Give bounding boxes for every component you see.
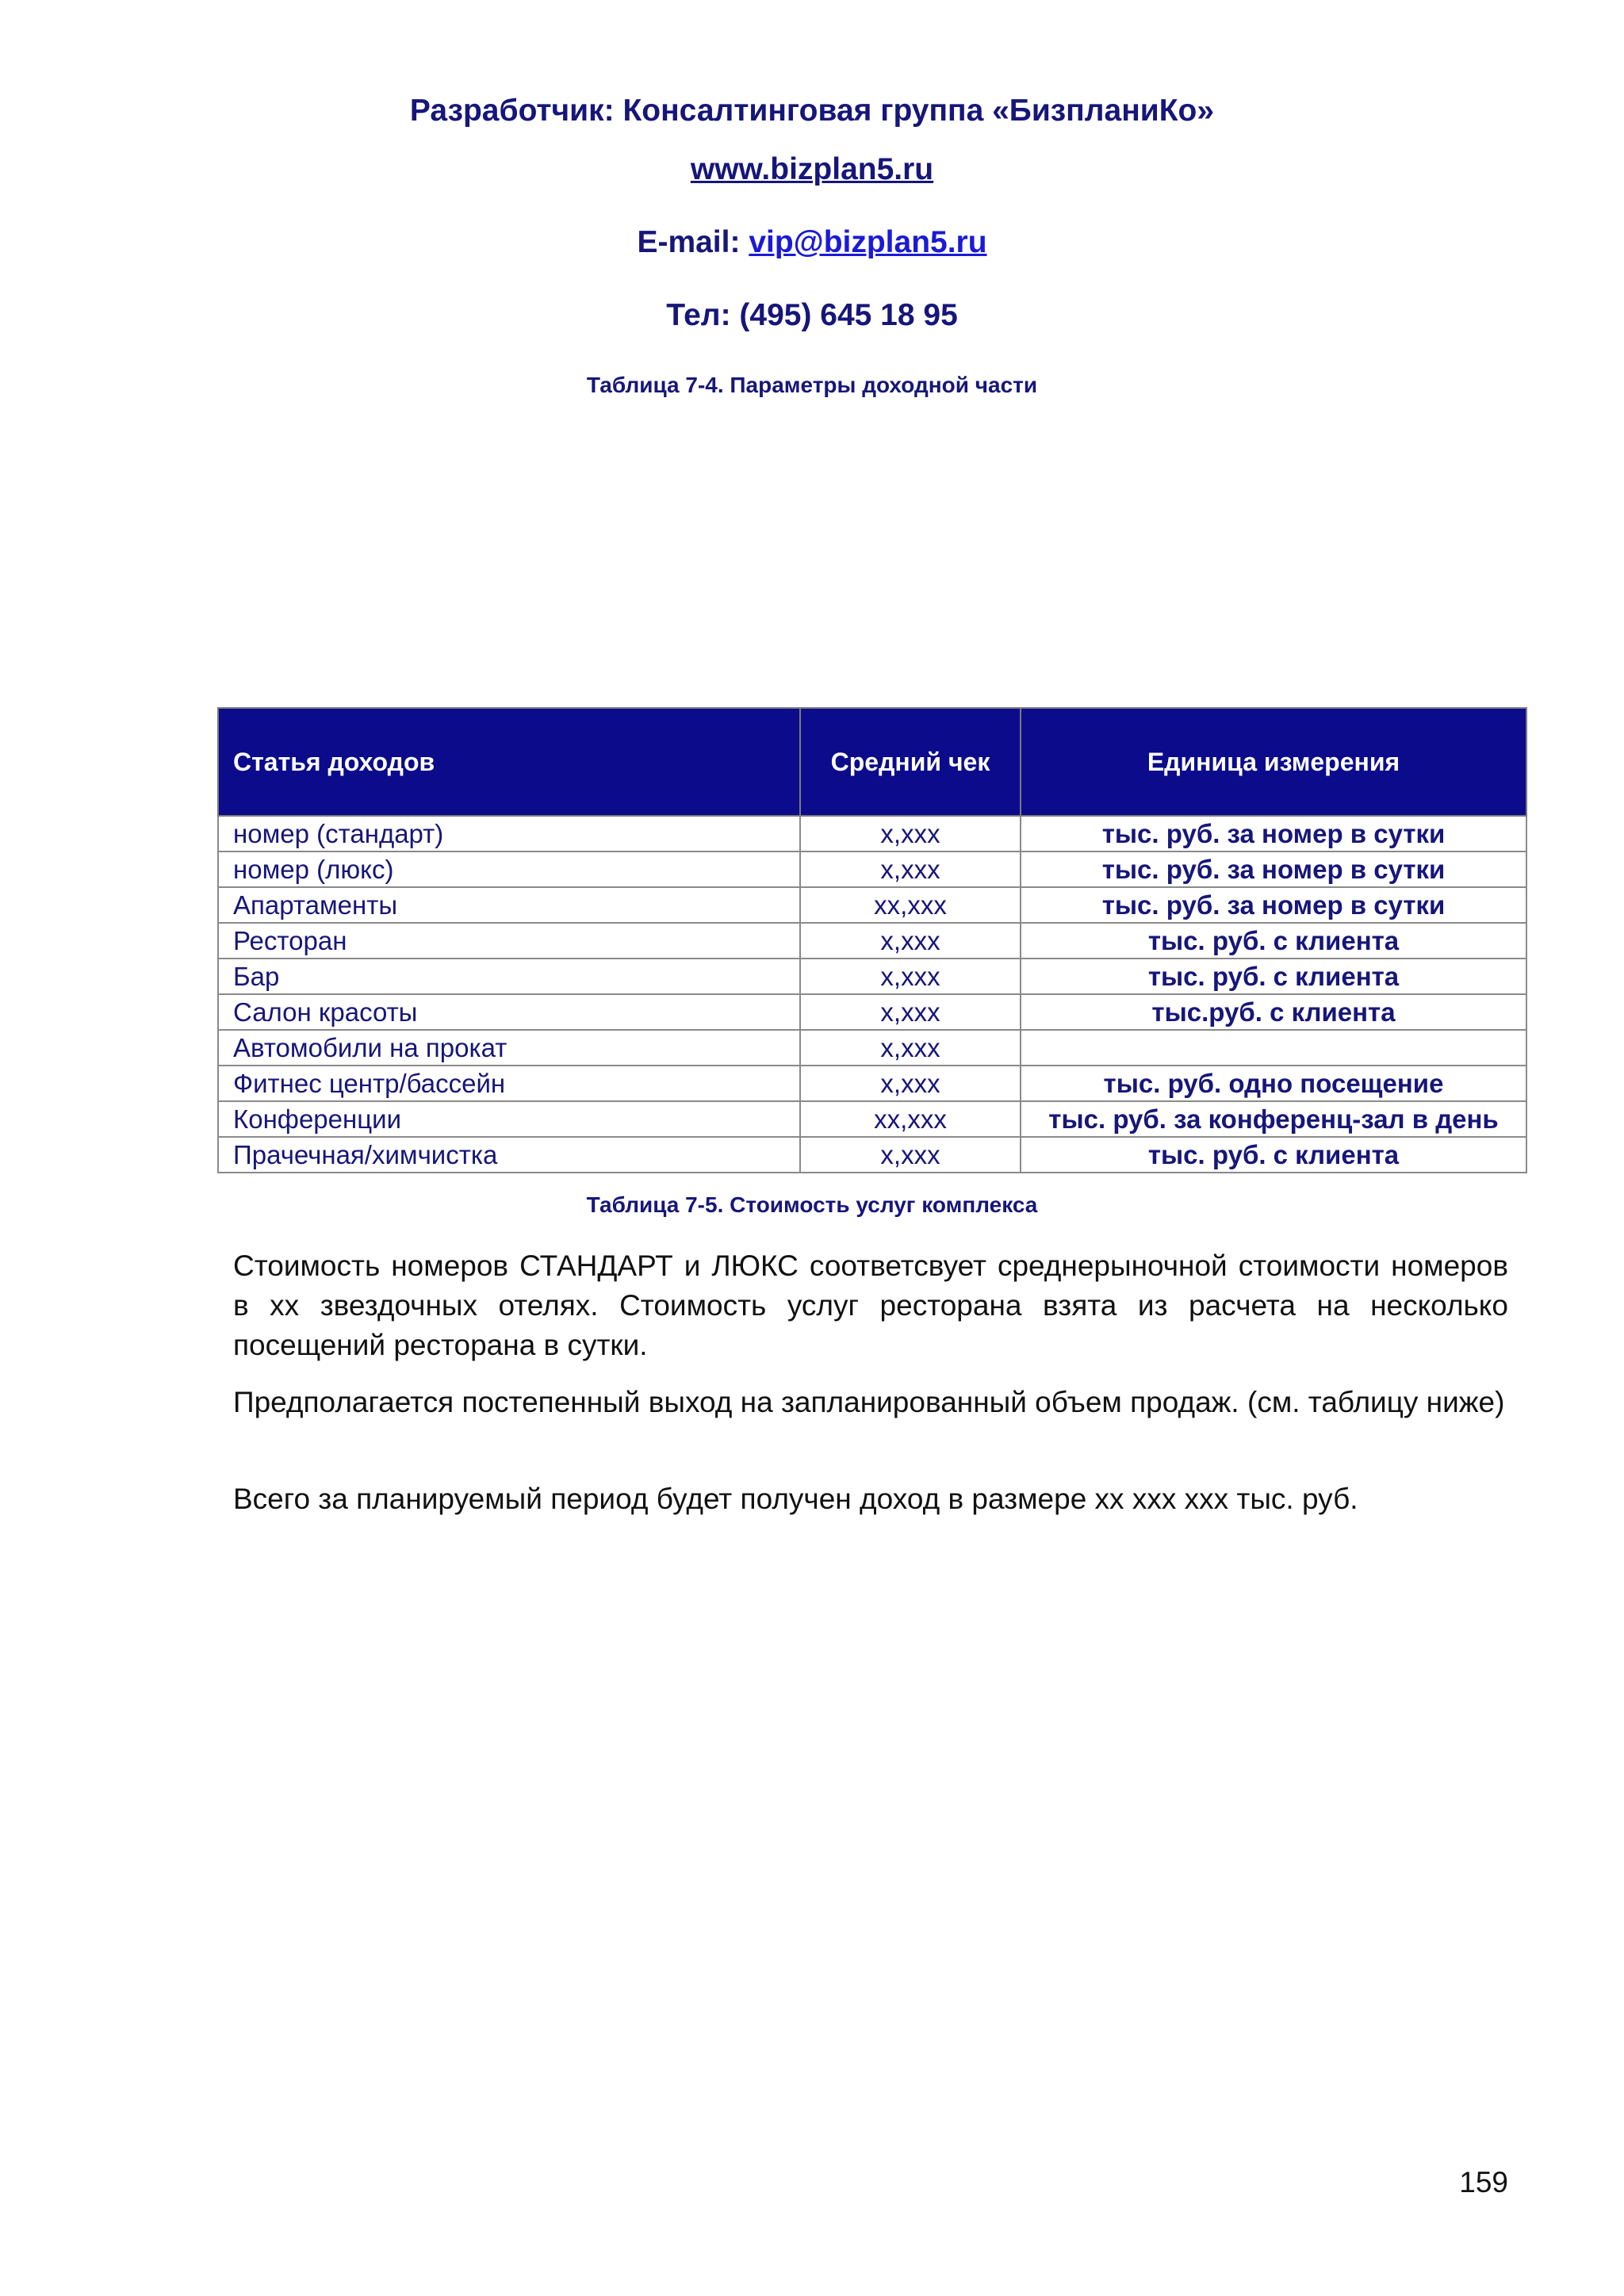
cell-item: Ресторан bbox=[218, 923, 800, 959]
cell-item: номер (стандарт) bbox=[218, 816, 800, 851]
paragraph-sales-ramp: Предполагается постепенный выход на запланированный объем продаж. (см. таблицу ниже) bbox=[233, 1386, 1505, 1418]
cell-unit: тыс. руб. с клиента bbox=[1021, 959, 1526, 994]
cell-unit bbox=[1021, 1030, 1526, 1066]
table-row bbox=[218, 816, 1526, 851]
cell-check: х,ххх bbox=[800, 1066, 1021, 1101]
cell-unit: тыс. руб. с клиента bbox=[1021, 1137, 1526, 1173]
cell-unit: тыс.руб. с клиента bbox=[1021, 994, 1526, 1030]
table-header-row bbox=[218, 708, 1526, 816]
cell-unit: тыс. руб. одно посещение bbox=[1021, 1066, 1526, 1101]
cell-check: хх,ххх bbox=[800, 887, 1021, 923]
paragraph-room-pricing: Стоимость номеров СТАНДАРТ и ЛЮКС соответсвует среднерыночной стоимости номеров в хх звездочных отелях. Стоимость услуг ресторана взята из расчета на несколько посещений ресторана в сутки. bbox=[233, 1249, 1508, 1361]
table-row bbox=[218, 1066, 1526, 1101]
email-label: E-mail: bbox=[637, 225, 749, 259]
cell-check: х,ххх bbox=[800, 1137, 1021, 1173]
column-header-check: Средний чек bbox=[800, 708, 1021, 816]
table-row bbox=[218, 851, 1526, 887]
cell-check: х,ххх bbox=[800, 1030, 1021, 1066]
paragraph-total-revenue: Всего за планируемый период будет получен доход в размере хх ххх ххх тыс. руб. bbox=[233, 1483, 1358, 1515]
table-row bbox=[218, 994, 1526, 1030]
cell-unit: тыс. руб. за номер в сутки bbox=[1021, 816, 1526, 851]
column-header-item: Статья доходов bbox=[218, 708, 800, 816]
column-header-unit: Единица измерения bbox=[1021, 708, 1526, 816]
email-link[interactable]: vip@bizplan5.ru bbox=[749, 225, 987, 259]
cell-check: х,ххх bbox=[800, 816, 1021, 851]
cell-item: Салон красоты bbox=[218, 994, 800, 1030]
table-caption-7-5: Таблица 7-5. Стоимость услуг комплекса bbox=[586, 1192, 1038, 1217]
cell-check: хх,ххх bbox=[800, 1101, 1021, 1137]
email-line bbox=[0, 225, 1624, 260]
cell-unit: тыс. руб. за конференц-зал в день bbox=[1021, 1101, 1526, 1137]
cell-check: х,ххх bbox=[800, 994, 1021, 1030]
table-row bbox=[218, 1101, 1526, 1137]
cell-check: х,ххх bbox=[800, 923, 1021, 959]
cell-unit: тыс. руб. с клиента bbox=[1021, 923, 1526, 959]
cell-unit: тыс. руб. за номер в сутки bbox=[1021, 851, 1526, 887]
cell-item: Автомобили на прокат bbox=[218, 1030, 800, 1066]
cell-check: х,ххх bbox=[800, 851, 1021, 887]
cell-item: Конференции bbox=[218, 1101, 800, 1137]
revenue-parameters-table bbox=[217, 707, 1527, 1173]
table-row bbox=[218, 1137, 1526, 1173]
table-row bbox=[218, 1030, 1526, 1066]
cell-item: номер (люкс) bbox=[218, 851, 800, 887]
table-caption-7-4: Таблица 7-4. Параметры доходной части bbox=[586, 373, 1038, 397]
cell-item: Фитнес центр/бассейн bbox=[218, 1066, 800, 1101]
developer-heading: Разработчик: Консалтинговая группа «БизпланиКо» bbox=[409, 94, 1215, 128]
cell-item: Бар bbox=[218, 959, 800, 994]
cell-item: Прачечная/химчистка bbox=[218, 1137, 800, 1173]
cell-item: Апартаменты bbox=[218, 887, 800, 923]
table-row bbox=[218, 959, 1526, 994]
table-row bbox=[218, 923, 1526, 959]
table-row bbox=[218, 887, 1526, 923]
cell-unit: тыс. руб. за номер в сутки bbox=[1021, 887, 1526, 923]
website-line bbox=[0, 152, 1624, 187]
website-link[interactable]: www.bizplan5.ru bbox=[690, 152, 934, 186]
cell-check: х,ххх bbox=[800, 959, 1021, 994]
page-number: 159 bbox=[1459, 2166, 1508, 2198]
phone-line: Тел: (495) 645 18 95 bbox=[666, 298, 958, 332]
